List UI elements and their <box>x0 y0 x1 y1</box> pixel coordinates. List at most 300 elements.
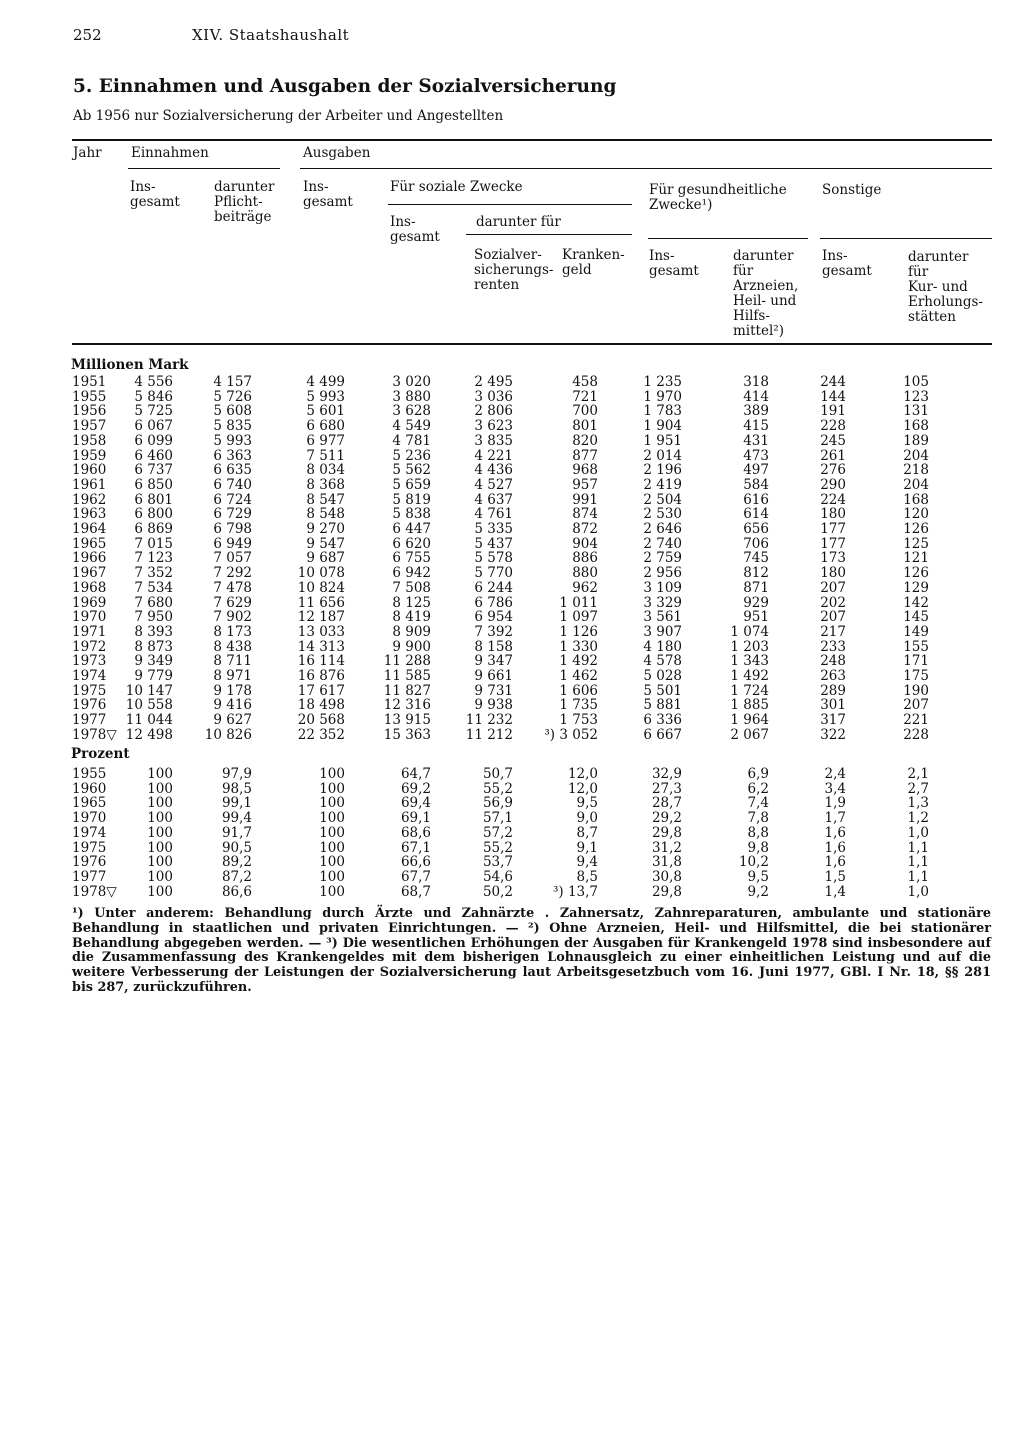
cell-sonstige-insgesamt: 228 <box>820 418 846 435</box>
cell-soziale-insgesamt: 5 659 <box>392 476 431 493</box>
cell-soziale-insgesamt: 4 549 <box>392 418 431 435</box>
row-year: 1961 <box>72 476 107 493</box>
cell-ausgaben-insgesamt: 100 <box>319 795 345 812</box>
table-row <box>0 728 1024 743</box>
cell-pflichtbeitraege: 99,1 <box>221 795 252 812</box>
cell-einnahmen-insgesamt: 11 044 <box>125 712 173 729</box>
cell-pflichtbeitraege: 8 173 <box>213 623 252 640</box>
cell-pflichtbeitraege: 5 608 <box>213 403 252 420</box>
cell-kur: 126 <box>903 521 929 537</box>
einnahmen-rule <box>128 168 280 169</box>
cell-sonstige-insgesamt: 1,6 <box>824 854 846 871</box>
cell-ausgaben-insgesamt: 100 <box>319 766 345 782</box>
cell-sonstige-insgesamt: 177 <box>820 535 846 552</box>
col-einnahmen: Einnahmen <box>131 145 209 161</box>
row-year: 1975 <box>72 682 107 699</box>
cell-soziale-insgesamt: 69,4 <box>400 795 431 812</box>
cell-arzneien: 318 <box>743 374 769 390</box>
cell-krankengeld: 8,7 <box>576 824 598 841</box>
cell-sonstige-insgesamt: 1,5 <box>824 868 846 885</box>
col-gesundheit-insgesamt: Ins- gesamt <box>649 248 699 279</box>
cell-krankengeld: ³) 3 052 <box>544 726 598 743</box>
row-year: 1972 <box>72 638 107 655</box>
cell-kur: 1,1 <box>907 854 929 871</box>
cell-einnahmen-insgesamt: 100 <box>147 854 173 871</box>
cell-sonstige-insgesamt: 2,4 <box>824 766 846 782</box>
cell-arzneien: 414 <box>743 388 769 405</box>
cell-einnahmen-insgesamt: 10 147 <box>125 682 173 699</box>
cell-sonstige-insgesamt: 217 <box>820 623 846 640</box>
cell-pflichtbeitraege: 90,5 <box>221 839 252 856</box>
cell-einnahmen-insgesamt: 4 556 <box>134 374 173 390</box>
cell-einnahmen-insgesamt: 6 099 <box>134 432 173 449</box>
table-row <box>0 625 1024 640</box>
cell-pflichtbeitraege: 8 711 <box>213 653 252 670</box>
cell-krankengeld: 968 <box>572 462 598 479</box>
cell-soziale-insgesamt: 13 915 <box>383 712 431 729</box>
cell-gesundheit-insgesamt: 27,3 <box>651 780 682 797</box>
cell-renten: 50,2 <box>482 883 513 900</box>
cell-pflichtbeitraege: 89,2 <box>221 854 252 871</box>
cell-arzneien: 656 <box>743 521 769 537</box>
cell-pflichtbeitraege: 7 057 <box>213 550 252 567</box>
cell-krankengeld: 874 <box>572 506 598 523</box>
cell-sonstige-insgesamt: 180 <box>820 565 846 582</box>
table-row <box>0 390 1024 405</box>
table-row <box>0 581 1024 596</box>
cell-sonstige-insgesamt: 248 <box>820 653 846 670</box>
cell-einnahmen-insgesamt: 9 779 <box>134 668 173 684</box>
table-subtitle: Ab 1956 nur Sozialversicherung der Arbeiter und Angestellten <box>73 108 504 124</box>
cell-gesundheit-insgesamt: 1 235 <box>643 374 682 390</box>
cell-gesundheit-insgesamt: 4 578 <box>643 653 682 670</box>
cell-ausgaben-insgesamt: 100 <box>319 839 345 856</box>
cell-ausgaben-insgesamt: 8 548 <box>306 506 345 523</box>
cell-krankengeld: 880 <box>572 565 598 582</box>
row-year: 1977 <box>72 712 107 729</box>
table-row <box>0 551 1024 566</box>
cell-ausgaben-insgesamt: 100 <box>319 824 345 841</box>
cell-kur: 190 <box>903 682 929 699</box>
cell-soziale-insgesamt: 11 288 <box>383 653 431 670</box>
cell-sonstige-insgesamt: 207 <box>820 579 846 596</box>
header-bottom-rule <box>72 343 992 345</box>
table-row <box>0 669 1024 684</box>
cell-kur: 105 <box>903 374 929 390</box>
cell-krankengeld: 1 462 <box>559 668 598 684</box>
table-row <box>0 610 1024 625</box>
cell-sonstige-insgesamt: 322 <box>820 726 846 743</box>
cell-renten: 4 761 <box>474 506 513 523</box>
table-row <box>0 434 1024 449</box>
cell-renten: 7 392 <box>474 623 513 640</box>
col-krankengeld: Kranken- geld <box>562 247 625 278</box>
footnotes <box>72 907 991 996</box>
cell-soziale-insgesamt: 68,6 <box>400 824 431 841</box>
cell-gesundheit-insgesamt: 2 646 <box>643 521 682 537</box>
cell-ausgaben-insgesamt: 11 656 <box>297 594 345 611</box>
cell-krankengeld: 1 492 <box>559 653 598 670</box>
cell-arzneien: 2 067 <box>730 726 769 743</box>
cell-arzneien: 6,2 <box>747 780 769 797</box>
row-year: 1973 <box>72 653 107 670</box>
cell-krankengeld: 700 <box>572 403 598 420</box>
cell-pflichtbeitraege: 6 740 <box>213 476 252 493</box>
table-row <box>0 698 1024 713</box>
cell-ausgaben-insgesamt: 100 <box>319 883 345 900</box>
row-year: 1962 <box>72 491 107 508</box>
cell-gesundheit-insgesamt: 28,7 <box>651 795 682 812</box>
col-einnahmen-insgesamt: Ins- gesamt <box>130 179 180 210</box>
cell-krankengeld: 9,0 <box>576 810 598 827</box>
cell-einnahmen-insgesamt: 12 498 <box>125 726 173 743</box>
cell-gesundheit-insgesamt: 1 904 <box>643 418 682 435</box>
cell-kur: 218 <box>903 462 929 479</box>
cell-krankengeld: 458 <box>572 374 598 390</box>
cell-einnahmen-insgesamt: 100 <box>147 868 173 885</box>
cell-einnahmen-insgesamt: 6 800 <box>134 506 173 523</box>
col-gesundheit: Für gesundheitliche Zwecke¹) <box>649 182 787 213</box>
cell-ausgaben-insgesamt: 10 078 <box>297 565 345 582</box>
cell-renten: 5 578 <box>474 550 513 567</box>
row-year: 1974 <box>72 824 107 841</box>
cell-krankengeld: 1 753 <box>559 712 598 729</box>
cell-einnahmen-insgesamt: 100 <box>147 839 173 856</box>
cell-arzneien: 8,8 <box>747 824 769 841</box>
cell-renten: 8 158 <box>474 638 513 655</box>
cell-einnahmen-insgesamt: 100 <box>147 824 173 841</box>
cell-krankengeld: 904 <box>572 535 598 552</box>
darunter-fuer-rule <box>466 234 632 235</box>
cell-sonstige-insgesamt: 261 <box>820 447 846 464</box>
cell-pflichtbeitraege: 9 627 <box>213 712 252 729</box>
cell-soziale-insgesamt: 3 880 <box>392 388 431 405</box>
cell-soziale-insgesamt: 9 900 <box>392 638 431 655</box>
cell-krankengeld: 12,0 <box>567 766 598 782</box>
cell-kur: 175 <box>903 668 929 684</box>
cell-gesundheit-insgesamt: 1 951 <box>643 432 682 449</box>
cell-kur: 129 <box>903 579 929 596</box>
cell-soziale-insgesamt: 8 909 <box>392 623 431 640</box>
table-row <box>0 640 1024 655</box>
cell-pflichtbeitraege: 8 438 <box>213 638 252 655</box>
cell-renten: 4 221 <box>474 447 513 464</box>
cell-krankengeld: ³) 13,7 <box>552 883 598 900</box>
cell-krankengeld: 12,0 <box>567 780 598 797</box>
cell-pflichtbeitraege: 97,9 <box>221 766 252 782</box>
cell-pflichtbeitraege: 98,5 <box>221 780 252 797</box>
cell-pflichtbeitraege: 8 971 <box>213 668 252 684</box>
cell-ausgaben-insgesamt: 8 547 <box>306 491 345 508</box>
cell-kur: 204 <box>903 476 929 493</box>
table-row <box>0 885 1024 900</box>
cell-gesundheit-insgesamt: 29,2 <box>651 810 682 827</box>
cell-ausgaben-insgesamt: 100 <box>319 868 345 885</box>
cell-einnahmen-insgesamt: 6 801 <box>134 491 173 508</box>
cell-renten: 4 527 <box>474 476 513 493</box>
cell-einnahmen-insgesamt: 9 349 <box>134 653 173 670</box>
cell-sonstige-insgesamt: 263 <box>820 668 846 684</box>
cell-arzneien: 1 885 <box>730 697 769 714</box>
row-year: 1955 <box>72 388 107 405</box>
row-year: 1970 <box>72 810 107 827</box>
table-row <box>0 478 1024 493</box>
cell-arzneien: 1 203 <box>730 638 769 655</box>
cell-soziale-insgesamt: 4 781 <box>392 432 431 449</box>
cell-arzneien: 9,2 <box>747 883 769 900</box>
row-year: 1974 <box>72 668 107 684</box>
cell-soziale-insgesamt: 69,2 <box>400 780 431 797</box>
row-year: 1959 <box>72 447 107 464</box>
cell-pflichtbeitraege: 86,6 <box>221 883 252 900</box>
cell-renten: 11 232 <box>465 712 513 729</box>
table-row <box>0 767 1024 782</box>
cell-renten: 57,2 <box>482 824 513 841</box>
cell-einnahmen-insgesamt: 6 850 <box>134 476 173 493</box>
cell-arzneien: 706 <box>743 535 769 552</box>
table-row <box>0 537 1024 552</box>
cell-arzneien: 497 <box>743 462 769 479</box>
cell-gesundheit-insgesamt: 29,8 <box>651 824 682 841</box>
cell-einnahmen-insgesamt: 7 950 <box>134 609 173 626</box>
cell-soziale-insgesamt: 64,7 <box>400 766 431 782</box>
cell-ausgaben-insgesamt: 6 977 <box>306 432 345 449</box>
cell-sonstige-insgesamt: 1,4 <box>824 883 846 900</box>
cell-pflichtbeitraege: 91,7 <box>221 824 252 841</box>
cell-sonstige-insgesamt: 1,9 <box>824 795 846 812</box>
cell-renten: 4 436 <box>474 462 513 479</box>
cell-soziale-insgesamt: 6 447 <box>392 521 431 537</box>
table-row <box>0 870 1024 885</box>
cell-soziale-insgesamt: 11 827 <box>383 682 431 699</box>
cell-krankengeld: 820 <box>572 432 598 449</box>
cell-gesundheit-insgesamt: 2 014 <box>643 447 682 464</box>
row-year: 1963 <box>72 506 107 523</box>
cell-pflichtbeitraege: 5 835 <box>213 418 252 435</box>
col-jahr: Jahr <box>73 145 102 161</box>
table-row <box>0 841 1024 856</box>
cell-krankengeld: 1 011 <box>559 594 598 611</box>
row-year: 1971 <box>72 623 107 640</box>
cell-renten: 3 036 <box>474 388 513 405</box>
cell-ausgaben-insgesamt: 8 034 <box>306 462 345 479</box>
cell-gesundheit-insgesamt: 3 109 <box>643 579 682 596</box>
cell-pflichtbeitraege: 6 724 <box>213 491 252 508</box>
gesundheit-rule <box>648 238 808 239</box>
cell-einnahmen-insgesamt: 100 <box>147 766 173 782</box>
cell-arzneien: 1 964 <box>730 712 769 729</box>
cell-ausgaben-insgesamt: 100 <box>319 810 345 827</box>
cell-krankengeld: 801 <box>572 418 598 435</box>
table-row <box>0 811 1024 826</box>
cell-pflichtbeitraege: 9 416 <box>213 697 252 714</box>
cell-renten: 9 347 <box>474 653 513 670</box>
cell-sonstige-insgesamt: 289 <box>820 682 846 699</box>
cell-gesundheit-insgesamt: 5 028 <box>643 668 682 684</box>
cell-gesundheit-insgesamt: 3 329 <box>643 594 682 611</box>
cell-soziale-insgesamt: 8 419 <box>392 609 431 626</box>
cell-pflichtbeitraege: 87,2 <box>221 868 252 885</box>
cell-soziale-insgesamt: 69,1 <box>400 810 431 827</box>
cell-ausgaben-insgesamt: 5 601 <box>306 403 345 420</box>
cell-krankengeld: 9,4 <box>576 854 598 871</box>
cell-ausgaben-insgesamt: 22 352 <box>297 726 345 743</box>
cell-renten: 3 623 <box>474 418 513 435</box>
cell-sonstige-insgesamt: 191 <box>820 403 846 420</box>
row-year: 1976 <box>72 697 107 714</box>
cell-krankengeld: 957 <box>572 476 598 493</box>
cell-einnahmen-insgesamt: 6 737 <box>134 462 173 479</box>
cell-pflichtbeitraege: 6 949 <box>213 535 252 552</box>
col-darunter-fuer: darunter für <box>476 214 561 230</box>
cell-sonstige-insgesamt: 3,4 <box>824 780 846 797</box>
cell-pflichtbeitraege: 99,4 <box>221 810 252 827</box>
cell-einnahmen-insgesamt: 100 <box>147 883 173 900</box>
footnote-text: ¹) Unter anderem: Behandlung durch Ärzte und Zahnärzte . Zahnersatz, Zahnreparaturen, ambulante und stationäre Behandlung in staatlichen und privaten Einrichtungen. — ²) Ohne Arzneien, Heil- und Hilfsmittel, die bei stationärer Behandlung abgegeben werden. — ³) Die wesentlichen Erhöhungen der Ausgaben für Krankengeld 1978 sind insbesondere auf die Zusammenfassung des Krankengeldes mit dem bisherigen Lohnausgleich zu einer einheitlichen Leistung und auf die weitere Verbesserung der Leistungen der Sozialversicherung laut Arbeitsgesetzbuch vom 16. Juni 1977, GBl. I Nr. 18, §§ 281 bis 287, zurückzuführen. <box>72 906 991 995</box>
cell-pflichtbeitraege: 7 292 <box>213 565 252 582</box>
cell-pflichtbeitraege: 9 178 <box>213 682 252 699</box>
cell-einnahmen-insgesamt: 7 123 <box>134 550 173 567</box>
cell-arzneien: 431 <box>743 432 769 449</box>
cell-soziale-insgesamt: 6 942 <box>392 565 431 582</box>
cell-einnahmen-insgesamt: 5 725 <box>134 403 173 420</box>
cell-renten: 9 731 <box>474 682 513 699</box>
cell-gesundheit-insgesamt: 5 501 <box>643 682 682 699</box>
sonstige-rule <box>820 238 992 239</box>
cell-renten: 55,2 <box>482 780 513 797</box>
cell-einnahmen-insgesamt: 5 846 <box>134 388 173 405</box>
cell-kur: 145 <box>903 609 929 626</box>
table-row <box>0 684 1024 699</box>
cell-sonstige-insgesamt: 224 <box>820 491 846 508</box>
cell-ausgaben-insgesamt: 4 499 <box>306 374 345 390</box>
cell-einnahmen-insgesamt: 100 <box>147 795 173 812</box>
cell-einnahmen-insgesamt: 6 067 <box>134 418 173 435</box>
cell-kur: 168 <box>903 418 929 435</box>
soziale-zwecke-rule <box>388 204 632 205</box>
cell-renten: 9 938 <box>474 697 513 714</box>
cell-ausgaben-insgesamt: 10 824 <box>297 579 345 596</box>
row-year: 1969 <box>72 594 107 611</box>
cell-renten: 6 954 <box>474 609 513 626</box>
cell-soziale-insgesamt: 5 838 <box>392 506 431 523</box>
row-year: 1957 <box>72 418 107 435</box>
table-row <box>0 654 1024 669</box>
cell-soziale-insgesamt: 3 628 <box>392 403 431 420</box>
cell-arzneien: 745 <box>743 550 769 567</box>
cell-krankengeld: 962 <box>572 579 598 596</box>
cell-kur: 120 <box>903 506 929 523</box>
table-row <box>0 375 1024 390</box>
cell-kur: 189 <box>903 432 929 449</box>
table-row <box>0 419 1024 434</box>
table-row <box>0 855 1024 870</box>
cell-arzneien: 1 343 <box>730 653 769 670</box>
cell-pflichtbeitraege: 6 363 <box>213 447 252 464</box>
cell-ausgaben-insgesamt: 17 617 <box>297 682 345 699</box>
row-year: 1977 <box>72 868 107 885</box>
cell-einnahmen-insgesamt: 7 534 <box>134 579 173 596</box>
table-row <box>0 826 1024 841</box>
cell-kur: 228 <box>903 726 929 743</box>
table-row <box>0 782 1024 797</box>
cell-krankengeld: 886 <box>572 550 598 567</box>
cell-pflichtbeitraege: 6 635 <box>213 462 252 479</box>
cell-kur: 123 <box>903 388 929 405</box>
cell-gesundheit-insgesamt: 29,8 <box>651 883 682 900</box>
cell-sonstige-insgesamt: 173 <box>820 550 846 567</box>
table-row <box>0 596 1024 611</box>
cell-ausgaben-insgesamt: 100 <box>319 780 345 797</box>
col-pflichtbeitraege: darunter Pflicht- beiträge <box>214 179 275 225</box>
cell-ausgaben-insgesamt: 14 313 <box>297 638 345 655</box>
cell-gesundheit-insgesamt: 2 740 <box>643 535 682 552</box>
row-year: 1976 <box>72 854 107 871</box>
cell-krankengeld: 1 330 <box>559 638 598 655</box>
cell-einnahmen-insgesamt: 100 <box>147 780 173 797</box>
cell-renten: 4 637 <box>474 491 513 508</box>
cell-renten: 3 835 <box>474 432 513 449</box>
cell-kur: 2,7 <box>907 780 929 797</box>
cell-arzneien: 389 <box>743 403 769 420</box>
table-row <box>0 713 1024 728</box>
page-number: 252 <box>73 26 102 44</box>
top-rule <box>72 139 992 141</box>
row-year: 1965 <box>72 535 107 552</box>
row-year: 1956 <box>72 403 107 420</box>
cell-pflichtbeitraege: 7 902 <box>213 609 252 626</box>
cell-ausgaben-insgesamt: 16 114 <box>297 653 345 670</box>
cell-krankengeld: 1 606 <box>559 682 598 699</box>
cell-einnahmen-insgesamt: 7 352 <box>134 565 173 582</box>
cell-pflichtbeitraege: 7 478 <box>213 579 252 596</box>
table-title: 5. Einnahmen und Ausgaben der Sozialversicherung <box>73 76 617 97</box>
cell-soziale-insgesamt: 7 508 <box>392 579 431 596</box>
cell-krankengeld: 1 126 <box>559 623 598 640</box>
row-year: 1966 <box>72 550 107 567</box>
cell-renten: 2 495 <box>474 374 513 390</box>
cell-krankengeld: 721 <box>572 388 598 405</box>
cell-kur: 142 <box>903 594 929 611</box>
cell-einnahmen-insgesamt: 100 <box>147 810 173 827</box>
col-soziale-insgesamt: Ins- gesamt <box>390 214 440 245</box>
table-row <box>0 404 1024 419</box>
cell-sonstige-insgesamt: 1,6 <box>824 824 846 841</box>
cell-ausgaben-insgesamt: 9 547 <box>306 535 345 552</box>
cell-kur: 1,1 <box>907 839 929 856</box>
cell-krankengeld: 877 <box>572 447 598 464</box>
cell-sonstige-insgesamt: 244 <box>820 374 846 390</box>
cell-soziale-insgesamt: 5 819 <box>392 491 431 508</box>
cell-arzneien: 473 <box>743 447 769 464</box>
cell-kur: 126 <box>903 565 929 582</box>
cell-renten: 56,9 <box>482 795 513 812</box>
cell-kur: 155 <box>903 638 929 655</box>
cell-sonstige-insgesamt: 1,7 <box>824 810 846 827</box>
cell-gesundheit-insgesamt: 2 759 <box>643 550 682 567</box>
cell-gesundheit-insgesamt: 1 783 <box>643 403 682 420</box>
cell-gesundheit-insgesamt: 30,8 <box>651 868 682 885</box>
col-soziale-zwecke: Für soziale Zwecke <box>390 179 523 195</box>
cell-krankengeld: 1 097 <box>559 609 598 626</box>
cell-soziale-insgesamt: 5 236 <box>392 447 431 464</box>
cell-arzneien: 1 074 <box>730 623 769 640</box>
cell-arzneien: 7,8 <box>747 810 769 827</box>
cell-pflichtbeitraege: 5 726 <box>213 388 252 405</box>
cell-soziale-insgesamt: 8 125 <box>392 594 431 611</box>
cell-gesundheit-insgesamt: 31,2 <box>651 839 682 856</box>
cell-ausgaben-insgesamt: 6 680 <box>306 418 345 435</box>
